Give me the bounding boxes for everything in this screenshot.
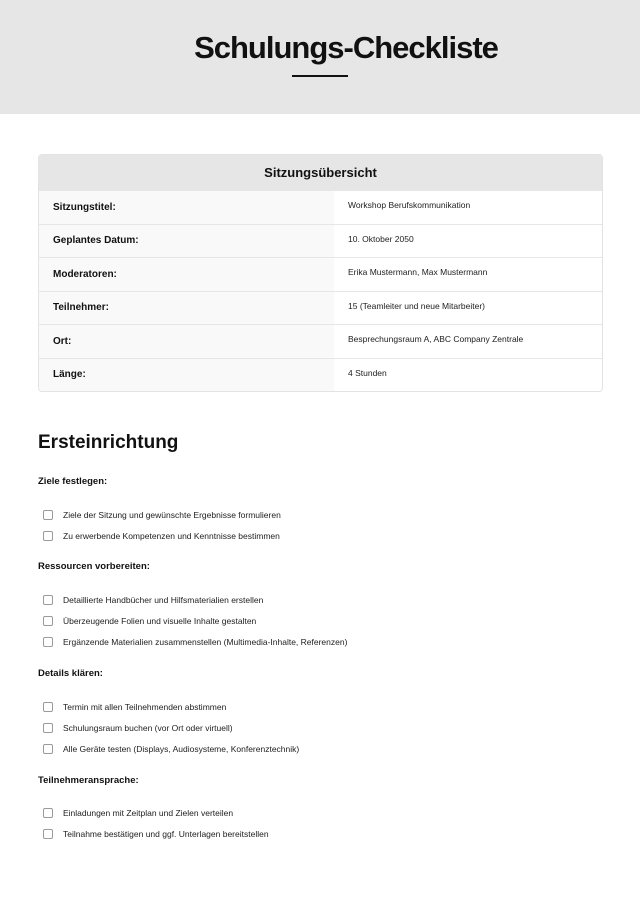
summary-row: [39, 257, 602, 291]
summary-value: 15 (Teamleiter und neue Mitarbeiter): [348, 300, 486, 311]
checklist-item-label: Ziele der Sitzung und gewünschte Ergebnisse formulieren: [63, 509, 281, 520]
checklist-item[interactable]: [38, 589, 598, 610]
checklist-item-label: Detaillierte Handbücher und Hilfsmaterialien erstellen: [63, 594, 264, 605]
checkbox[interactable]: [43, 637, 53, 647]
checklist-item[interactable]: [38, 738, 598, 759]
summary-row: [39, 324, 602, 358]
summary-value: 10. Oktober 2050: [348, 233, 414, 244]
checklist-item[interactable]: [38, 525, 598, 546]
summary-label: Moderatoren:: [39, 258, 334, 291]
summary-label: Ort:: [39, 325, 334, 358]
checklist-item-label: Termin mit allen Teilnehmenden abstimmen: [63, 701, 227, 712]
header-banner: [0, 0, 640, 114]
summary-row: [39, 190, 602, 224]
page-title: Schulungs-Checkliste: [194, 30, 498, 65]
checklist-item-label: Teilnahme bestätigen und ggf. Unterlagen bereitstellen: [63, 829, 269, 840]
checklist-item[interactable]: [38, 717, 598, 738]
summary-value: Workshop Berufskommunikation: [348, 200, 471, 210]
checklist-item-label: Ergänzende Materialien zusammenstellen (Multimedia-Inhalte, Referenzen): [63, 637, 348, 648]
group-title: Teilnehmeransprache:: [38, 774, 139, 786]
checklist-item[interactable]: [38, 611, 598, 632]
summary-row: [39, 291, 602, 325]
summary-label: Länge:: [39, 359, 334, 392]
checkbox[interactable]: [43, 808, 53, 818]
checkbox[interactable]: [43, 531, 53, 541]
checkbox[interactable]: [43, 744, 53, 754]
summary-label: Teilnehmer:: [39, 292, 334, 325]
checklist-group: [38, 775, 598, 845]
title-underline: [292, 75, 348, 77]
section-title: Ersteinrichtung: [38, 432, 179, 453]
checklist-item[interactable]: [38, 632, 598, 653]
summary-value: 4 Stunden: [348, 367, 387, 378]
checkbox[interactable]: [43, 702, 53, 712]
checklist-item-label: Überzeugende Folien und visuelle Inhalte gestalten: [63, 616, 257, 627]
checklist-item-label: Zu erwerbende Kompetenzen und Kenntnisse bestimmen: [63, 530, 280, 541]
checklist-group: [38, 561, 598, 653]
group-title: Ressourcen vorbereiten:: [38, 561, 150, 573]
checklist-item-label: Einladungen mit Zeitplan und Zielen verteilen: [63, 808, 234, 819]
summary-row: [39, 224, 602, 258]
group-title: Ziele festlegen:: [38, 476, 108, 487]
checklist-item[interactable]: [38, 803, 598, 824]
summary-row: [39, 358, 602, 392]
group-title: Details klären:: [38, 667, 103, 679]
checklist-item-label: Alle Geräte testen (Displays, Audiosysteme, Konferenztechnik): [63, 743, 300, 754]
summary-heading: Sitzungsübersicht: [39, 155, 602, 190]
session-summary-table: [38, 154, 603, 392]
checklist-item[interactable]: [38, 824, 598, 845]
checklist: [38, 476, 598, 860]
checklist-group: [38, 668, 598, 760]
checklist-item[interactable]: [38, 504, 598, 525]
checklist-item-label: Schulungsraum buchen (vor Ort oder virtuell): [63, 722, 233, 733]
checkbox[interactable]: [43, 510, 53, 520]
checkbox[interactable]: [43, 616, 53, 626]
checkbox[interactable]: [43, 723, 53, 733]
checklist-item[interactable]: [38, 696, 598, 717]
summary-label: Geplantes Datum:: [39, 225, 334, 258]
summary-value: Besprechungsraum A, ABC Company Zentrale: [348, 334, 524, 344]
summary-value: Erika Mustermann, Max Mustermann: [348, 267, 488, 277]
checkbox[interactable]: [43, 829, 53, 839]
checklist-group: [38, 476, 598, 546]
summary-label: Sitzungstitel:: [39, 191, 334, 224]
checkbox[interactable]: [43, 595, 53, 605]
